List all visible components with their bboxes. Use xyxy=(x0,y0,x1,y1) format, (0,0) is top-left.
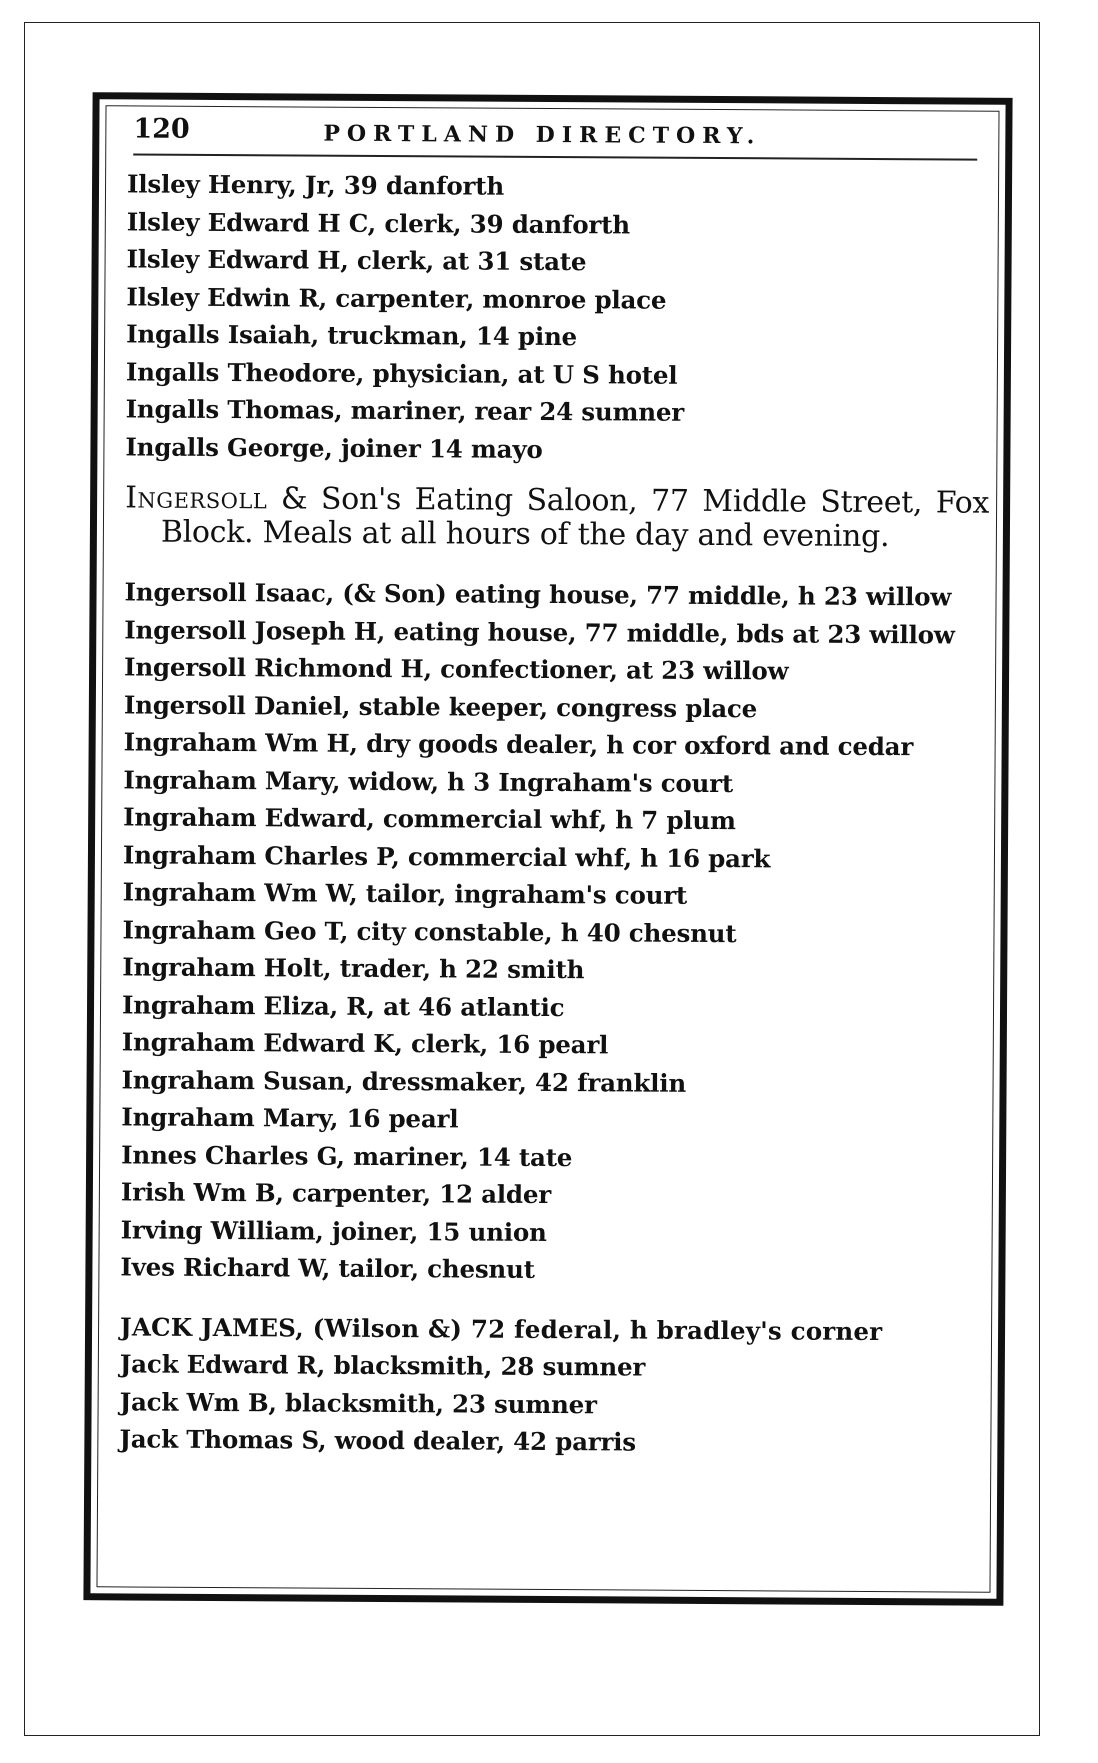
directory-entry: JACK JAMES, (Wilson &) 72 federal, h bradley's corner xyxy=(119,1311,883,1346)
page-number: 120 xyxy=(133,113,190,145)
directory-entry: Ilsley Edwin R, carpenter, monroe place xyxy=(126,281,667,315)
directory-entry: Ingraham Wm H, dry goods dealer, h cor oxford and cedar xyxy=(123,727,914,762)
directory-entry: Ingalls Theodore, physician, at U S hotel xyxy=(125,356,678,390)
directory-entry: Ingraham Susan, dressmaker, 42 franklin xyxy=(121,1064,687,1098)
directory-entry: Ingalls George, joiner 14 mayo xyxy=(125,431,543,464)
directory-entry: Jack Edward R, blacksmith, 28 sumner xyxy=(119,1349,646,1382)
directory-entry: Ingraham Charles P, commercial whf, h 16 park xyxy=(122,839,771,873)
directory-entry: Jack Thomas S, wood dealer, 42 parris xyxy=(119,1424,636,1457)
directory-entry: Ingraham Eliza, R, at 46 atlantic xyxy=(121,989,565,1022)
directory-entry: Ilsley Edward H C, clerk, 39 danforth xyxy=(126,206,630,239)
directory-entry: Ingraham Edward, commercial whf, h 7 plum xyxy=(123,802,736,836)
directory-entry: Ingalls Thomas, mariner, rear 24 sumner xyxy=(125,394,685,427)
directory-entry: Ingraham Mary, 16 pearl xyxy=(121,1102,459,1134)
directory-entry: Ives Richard W, tailor, chesnut xyxy=(120,1252,535,1284)
directory-entry: Ilsley Edward H, clerk, at 31 state xyxy=(126,244,587,277)
advertisement-text: & Son's Eating Saloon, 77 Middle Street, Fox Block. Meals at all hours of the day and evening. xyxy=(160,481,990,555)
directory-entry: Ingersoll Isaac, (& Son) eating house, 77 middle, h 23 willow xyxy=(124,577,952,612)
page-frame xyxy=(83,92,1012,1606)
directory-entry: Ingraham Mary, widow, h 3 Ingraham's court xyxy=(123,764,734,798)
entry-group-j xyxy=(119,1308,984,1463)
directory-entry: Irving William, joiner, 15 union xyxy=(120,1214,547,1247)
directory-entry: Ingersoll Richmond H, confectioner, at 23 willow xyxy=(124,652,789,686)
advertisement-name: Ingersoll xyxy=(125,480,268,517)
entry-group-i xyxy=(125,165,991,470)
directory-entry: Ingraham Wm W, tailor, ingraham's court xyxy=(122,877,688,910)
page-header xyxy=(133,109,977,160)
directory-entry: Ingersoll Joseph H, eating house, 77 middle, bds at 23 willow xyxy=(124,614,955,649)
directory-entry: Ilsley Henry, Jr, 39 danforth xyxy=(126,169,505,201)
directory-entry: Ingersoll Daniel, stable keeper, congress place xyxy=(123,689,758,723)
ingersoll-advertisement xyxy=(125,481,989,554)
directory-entry: Ingraham Holt, trader, h 22 smith xyxy=(122,952,585,985)
entry-group-ingersoll-ives xyxy=(120,573,988,1291)
directory-entry: Jack Wm B, blacksmith, 23 sumner xyxy=(119,1386,597,1419)
directory-entry: Innes Charles G, mariner, 14 tate xyxy=(121,1139,573,1172)
running-head: PORTLAND DIRECTORY. xyxy=(323,120,762,150)
directory-entry: Irish Wm B, carpenter, 12 alder xyxy=(120,1177,552,1210)
directory-entry: Ingalls Isaiah, truckman, 14 pine xyxy=(126,319,578,352)
directory-entry: Ingraham Geo T, city constable, h 40 chesnut xyxy=(122,914,737,948)
directory-entries xyxy=(119,165,991,1463)
directory-entry: Ingraham Edward K, clerk, 16 pearl xyxy=(121,1027,609,1060)
